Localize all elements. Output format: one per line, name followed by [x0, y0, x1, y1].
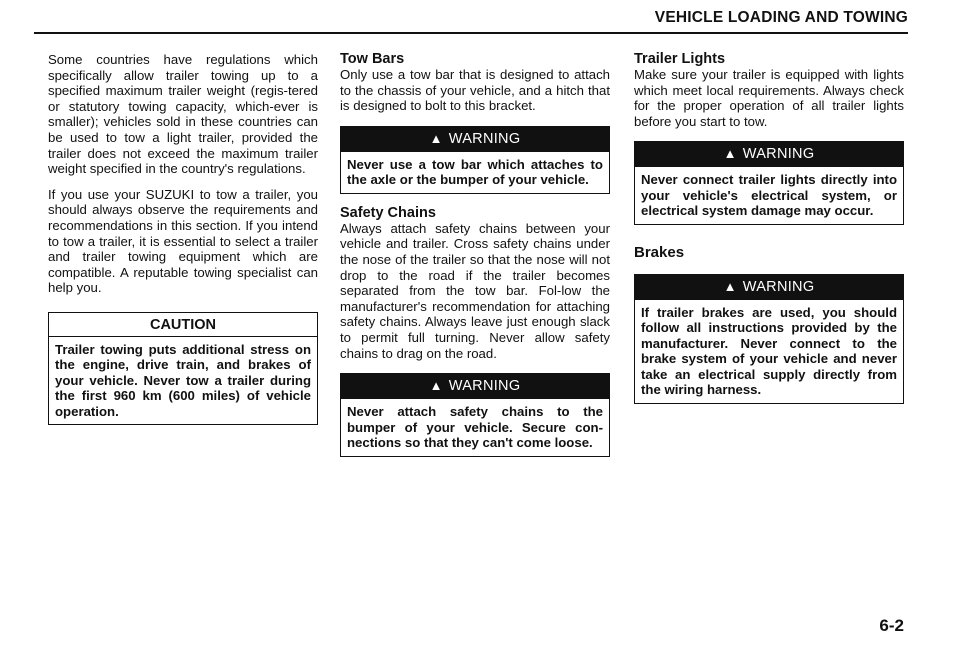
warning-text: If trailer brakes are used, you should follow all instructions provided by the manufacturer. Never connect to the brake system of your vehicle and never take an electrical supply directly from the wiring harness. — [641, 304, 897, 398]
trailer-lights-heading: Trailer Lights — [634, 51, 726, 67]
trailer-lights-text: Make sure your trailer is equipped with lights which meet local requirements. Always check for the proper operation of all trailer lights before you start to tow. — [634, 67, 904, 129]
warning-text: Never attach safety chains to the bumper of your vehicle. Secure con-nections so that they can't come loose. — [347, 404, 603, 451]
warning-label: WARNING — [742, 146, 815, 163]
warning-header — [635, 275, 903, 300]
warning-triangle-icon: ▲ — [723, 278, 737, 294]
warning-header — [341, 127, 609, 152]
tow-bars-heading: Tow Bars — [340, 51, 405, 67]
warning-triangle-icon: ▲ — [429, 378, 443, 394]
trailer-lights-warning-box — [634, 141, 904, 225]
suzuki-towing-paragraph: If you use your SUZUKI to tow a trailer, you should always observe the requirements and recommendations in this section. If you intend to tow a trailer, it is essential to select a trailer and trailer towing equipment which are compatible. A reputable towing specialist can help you. — [48, 186, 318, 296]
brakes-heading: Brakes — [634, 243, 685, 261]
caution-box — [48, 312, 318, 426]
brakes-warning-box — [634, 274, 904, 404]
warning-label: WARNING — [448, 378, 521, 395]
header-rule — [34, 32, 908, 34]
tow-bar-warning-box — [340, 126, 610, 194]
warning-text: Never connect trailer lights directly into your vehicle's electrical system, or electrical system damage may occur. — [641, 172, 897, 219]
warning-header — [341, 374, 609, 399]
warning-triangle-icon: ▲ — [723, 146, 737, 162]
warning-triangle-icon: ▲ — [429, 130, 443, 146]
intro-paragraph: Some countries have regulations which specifically allow trailer towing up to a specified maximum trailer weight (regis-tered or statutory towing capacity, which-ever is smaller); vehicles sold in these countries can be used to tow a light trailer, provided the trailer does not exceed the maximum trailer weight specified in the country's regulations. — [48, 52, 318, 177]
safety-chains-warning-box — [340, 373, 610, 457]
page-number: 6-2 — [879, 616, 904, 635]
safety-chains-text: Always attach safety chains between your vehicle and trailer. Cross safety chains under the nose of the trailer so that the nose will not drop to the road if the trailer becomes separated from the tow bar. Fol-low the manufacturer's recommendation for attaching safety chains. Always leave just enough slack to permit full turning. Never allow safety chains to drag on the road. — [340, 220, 610, 361]
caution-label: CAUTION — [49, 313, 317, 337]
warning-text: Never use a tow bar which attaches to the axle or the bumper of your vehicle. — [347, 156, 603, 188]
column-3 — [634, 52, 904, 416]
caution-text: Trailer towing puts additional stress on the engine, drive train, and brakes of your vehicle. Never tow a trailer during the first 960 km (600 miles) of vehicle operation. — [55, 341, 311, 419]
page-header-title: VEHICLE LOADING AND TOWING — [654, 9, 908, 26]
safety-chains-heading: Safety Chains — [340, 204, 436, 221]
warning-label: WARNING — [742, 278, 815, 295]
column-2 — [340, 52, 610, 469]
tow-bars-text: Only use a tow bar that is designed to attach to the chassis of your vehicle, and a hitch that is designed to bolt to this bracket. — [340, 67, 610, 114]
column-1 — [48, 52, 318, 425]
warning-label: WARNING — [448, 130, 521, 147]
warning-header — [635, 142, 903, 167]
